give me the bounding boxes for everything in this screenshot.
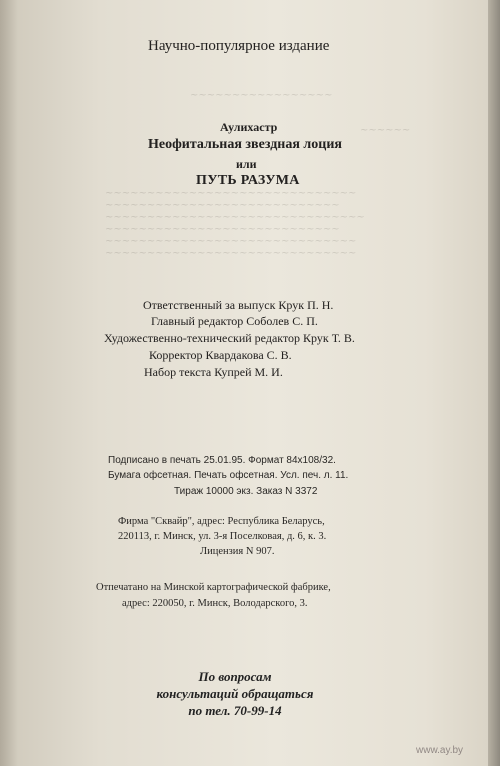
series-label: Научно-популярное издание	[148, 38, 330, 54]
show-through-texture: ~~~~~~~~~~~~~~~~~~~~~~~~~~~~~~ ~~~~~~~~~~~~~~~~~~~~~~~~~~~~ ~~~~~~~~~~~~~~~~~~~~~~~~~~~~~~~ ~~~~~~~~~~~~~~~~~~~~~~~~~~~~ ~~~~~~~~~~~~~~~~~~~~~~~~~~~~~~ ~~~~~~~~~~~~~~~~~~~~~~~~~~~~~~	[105, 188, 365, 259]
author-name: Аулихастр	[220, 120, 278, 134]
credit-line: Ответственный за выпуск Крук П. Н.	[143, 298, 334, 312]
printer-line: адрес: 220050, г. Минск, Володарского, 3.	[122, 598, 308, 609]
contact-block	[120, 668, 350, 719]
print-info-line: Тираж 10000 экз. Заказ N 3372	[174, 486, 318, 497]
contact-line: консультаций обращаться	[156, 686, 314, 701]
credit-line: Набор текста Купрей М. И.	[144, 365, 283, 379]
printer-line: Отпечатано на Минской картографической фабрике,	[96, 582, 331, 593]
print-info-line: Бумага офсетная. Печать офсетная. Усл. печ. л. 11.	[108, 470, 349, 481]
contact-line: По вопросам	[198, 669, 272, 684]
publisher-line: Фирма "Сквайр", адрес: Республика Беларусь,	[118, 516, 325, 527]
publisher-line: Лицензия N 907.	[200, 546, 275, 557]
show-through-texture: ~~~~~~	[360, 125, 411, 136]
title-or: или	[236, 157, 257, 171]
contact-line: по тел. 70-99-14	[188, 703, 282, 718]
title-line-1: Неофитальная звездная лоция	[148, 137, 342, 152]
credit-line: Главный редактор Соболев С. П.	[151, 314, 318, 328]
page-edge	[488, 0, 500, 766]
watermark-text: www.ay.by	[416, 745, 464, 756]
publisher-line: 220113, г. Минск, ул. 3-я Поселковая, д. 6, к. 3.	[118, 531, 327, 542]
page-gutter-shadow	[0, 0, 18, 766]
credit-line: Корректор Квардакова С. В.	[149, 348, 292, 362]
title-line-2: ПУТЬ РАЗУМА	[196, 173, 300, 188]
print-info-line: Подписано в печать 25.01.95. Формат 84х108/32.	[108, 455, 336, 466]
credit-line: Художественно-технический редактор Крук Т. В.	[104, 331, 355, 345]
show-through-texture: ~~~~~~~~~~~~~~~~~	[190, 90, 333, 101]
